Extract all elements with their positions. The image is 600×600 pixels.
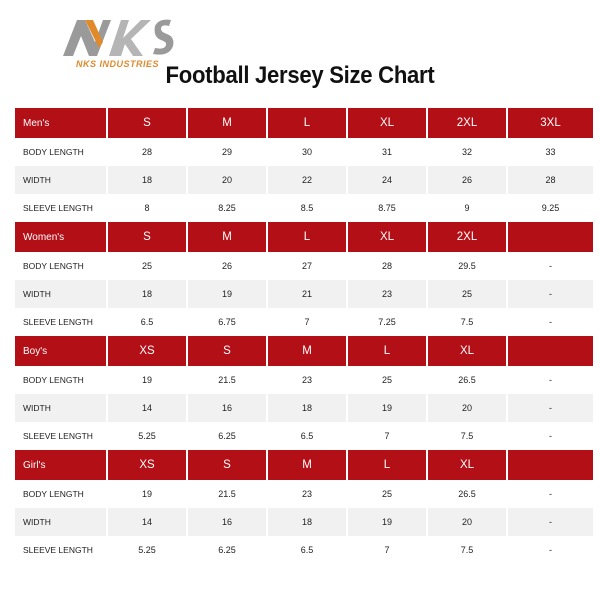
measurement-value: 20 [428,508,506,536]
measurement-label: SLEEVE LENGTH [15,194,106,222]
measurement-value: 28 [348,252,426,280]
measurement-value: 22 [268,166,346,194]
measurement-value: 19 [108,480,186,508]
logo-subtitle: NKS INDUSTRIES [75,59,159,69]
measurement-value: - [508,252,593,280]
measurement-value: 7.5 [428,308,506,336]
measurement-value: 19 [348,394,426,422]
measurement-value: 25 [348,480,426,508]
measurement-value: 5.25 [108,536,186,564]
size-chart-table [15,108,581,564]
size-header-cell [508,450,593,480]
measurement-value: - [508,280,593,308]
measurement-value: 7.5 [428,536,506,564]
section-header-label: Men's [15,108,106,138]
measurement-value: 9.25 [508,194,593,222]
measurement-value: 28 [508,166,593,194]
measurement-label: WIDTH [15,280,106,308]
measurement-value: 18 [108,166,186,194]
measurement-value: 23 [348,280,426,308]
measurement-value: 21.5 [188,480,266,508]
measurement-value: 7 [348,422,426,450]
measurement-value: 8 [108,194,186,222]
measurement-label: WIDTH [15,394,106,422]
measurement-value: 8.75 [348,194,426,222]
size-header-cell [508,336,593,366]
measurement-label: BODY LENGTH [15,480,106,508]
measurement-label: BODY LENGTH [15,252,106,280]
measurement-label: WIDTH [15,508,106,536]
size-header-cell: M [268,336,346,366]
size-header-cell: XS [108,450,186,480]
measurement-value: 29.5 [428,252,506,280]
measurement-value: 14 [108,394,186,422]
measurement-label: SLEEVE LENGTH [15,308,106,336]
measurement-value: 25 [428,280,506,308]
measurement-value: 19 [188,280,266,308]
measurement-value: - [508,366,593,394]
measurement-value: 25 [348,366,426,394]
measurement-value: 18 [108,280,186,308]
nks-logo-icon [55,12,180,60]
measurement-value: - [508,536,593,564]
measurement-value: 33 [508,138,593,166]
size-header-cell: M [188,108,266,138]
size-header-cell: XL [348,222,426,252]
measurement-value: 18 [268,394,346,422]
size-header-cell: M [268,450,346,480]
size-header-cell: L [268,108,346,138]
measurement-value: 26.5 [428,366,506,394]
measurement-value: 23 [268,480,346,508]
measurement-value: 20 [428,394,506,422]
measurement-label: SLEEVE LENGTH [15,422,106,450]
measurement-label: SLEEVE LENGTH [15,536,106,564]
measurement-value: 7 [268,308,346,336]
measurement-value: 25 [108,252,186,280]
measurement-value: 21.5 [188,366,266,394]
size-header-cell: S [188,336,266,366]
measurement-value: 32 [428,138,506,166]
size-header-cell: XL [428,336,506,366]
measurement-value: 8.25 [188,194,266,222]
measurement-value: 27 [268,252,346,280]
measurement-value: 6.5 [268,422,346,450]
measurement-value: 5.25 [108,422,186,450]
measurement-value: 26 [188,252,266,280]
size-header-cell: 2XL [428,222,506,252]
measurement-value: 19 [108,366,186,394]
measurement-value: 6.5 [268,536,346,564]
size-header-cell: L [268,222,346,252]
measurement-value: 6.25 [188,422,266,450]
measurement-value: 24 [348,166,426,194]
measurement-value: 7.25 [348,308,426,336]
size-header-cell: 2XL [428,108,506,138]
measurement-value: - [508,422,593,450]
measurement-label: WIDTH [15,166,106,194]
measurement-value: 16 [188,508,266,536]
measurement-value: 7 [348,536,426,564]
measurement-value: - [508,394,593,422]
measurement-value: 26 [428,166,506,194]
size-header-cell: L [348,450,426,480]
measurement-value: 18 [268,508,346,536]
measurement-value: 6.5 [108,308,186,336]
measurement-value: 20 [188,166,266,194]
measurement-value: 6.25 [188,536,266,564]
measurement-value: 28 [108,138,186,166]
measurement-value: 14 [108,508,186,536]
size-header-cell [508,222,593,252]
size-header-cell: S [188,450,266,480]
measurement-value: 8.5 [268,194,346,222]
measurement-value: 29 [188,138,266,166]
measurement-label: BODY LENGTH [15,138,106,166]
size-header-cell: XS [108,336,186,366]
measurement-label: BODY LENGTH [15,366,106,394]
measurement-value: - [508,508,593,536]
measurement-value: - [508,308,593,336]
size-header-cell: XL [348,108,426,138]
measurement-value: 6.75 [188,308,266,336]
measurement-value: 9 [428,194,506,222]
measurement-value: 19 [348,508,426,536]
measurement-value: 26.5 [428,480,506,508]
section-header-label: Women's [15,222,106,252]
size-header-cell: M [188,222,266,252]
size-header-cell: S [108,108,186,138]
size-header-cell: S [108,222,186,252]
size-header-cell: L [348,336,426,366]
measurement-value: 23 [268,366,346,394]
section-header-label: Boy's [15,336,106,366]
measurement-value: - [508,480,593,508]
size-header-cell: 3XL [508,108,593,138]
size-header-cell: XL [428,450,506,480]
measurement-value: 16 [188,394,266,422]
section-header-label: Girl's [15,450,106,480]
measurement-value: 7.5 [428,422,506,450]
page-title: Football Jersey Size Chart [165,62,435,89]
measurement-value: 21 [268,280,346,308]
measurement-value: 31 [348,138,426,166]
measurement-value: 30 [268,138,346,166]
